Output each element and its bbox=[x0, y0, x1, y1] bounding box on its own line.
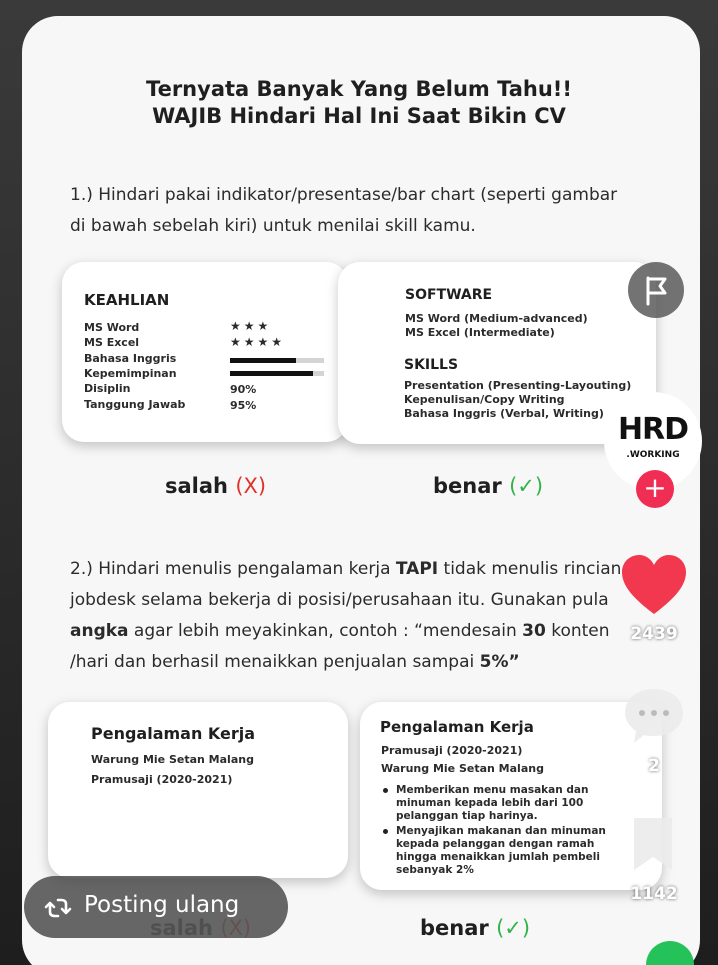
exp-wrong-title: Pengalaman Kerja bbox=[91, 724, 256, 743]
skill-bar-fill bbox=[230, 358, 296, 363]
follow-button[interactable] bbox=[636, 470, 674, 508]
share-icon bbox=[646, 941, 694, 965]
wrong-mark: (X) bbox=[235, 474, 267, 498]
skill-name: MS Word bbox=[84, 321, 140, 334]
skill-item: Bahasa Inggris (Verbal, Writing) bbox=[404, 407, 604, 420]
exp-bullet: Memberikan menu masakan dan minuman kepada lebih dari 100 pelanggan tiap harinya. bbox=[396, 784, 628, 823]
skills-title: SKILLS bbox=[404, 357, 459, 373]
skill-name: Kepemimpinan bbox=[84, 367, 177, 380]
skill-percent: 90% bbox=[230, 383, 257, 396]
tip-2-line-4 bbox=[70, 647, 660, 678]
verdict-right-label: benar bbox=[433, 474, 502, 498]
tip-2-line-2: jobdesk selama bekerja di posisi/perusahaan itu. Gunakan pula bbox=[70, 590, 609, 610]
tip-2-bold-part: 5% bbox=[479, 652, 509, 672]
wrong-skills-title: KEAHLIAN bbox=[84, 291, 170, 309]
tip-2-text-part: 2.) Hindari menulis pengalaman kerja bbox=[70, 559, 396, 579]
skill-bar bbox=[230, 358, 324, 363]
bookmark-icon bbox=[634, 818, 672, 870]
tip-2-bold-part: angka bbox=[70, 621, 129, 641]
skill-stars: ★★★★ bbox=[230, 335, 286, 349]
tip-2-text-part: /hari dan berhasil menaikkan penjualan sampai bbox=[70, 652, 480, 672]
verdict-right-2 bbox=[420, 916, 530, 940]
plus-icon: + bbox=[643, 471, 667, 504]
share-button[interactable] bbox=[646, 938, 694, 965]
verdict-right bbox=[433, 474, 543, 498]
tip-2-text-part: tidak menulis rincian bbox=[438, 559, 622, 579]
exp-right-position: Pramusaji (2020-2021) bbox=[381, 744, 523, 757]
skill-bar bbox=[230, 371, 324, 376]
headline-line-2: WAJIB Hindari Hal Ini Saat Bikin CV bbox=[152, 104, 566, 128]
flag-icon bbox=[628, 262, 684, 318]
exp-right-title: Pengalaman Kerja bbox=[380, 718, 534, 736]
skill-item: Presentation (Presenting-Layouting) bbox=[404, 379, 632, 392]
skill-percent: 95% bbox=[230, 399, 257, 412]
repost-icon bbox=[44, 894, 72, 922]
comment-button[interactable] bbox=[622, 686, 686, 746]
tip-2-line-1 bbox=[70, 554, 660, 585]
save-count: 1142 bbox=[630, 884, 678, 904]
headline-line-1: Ternyata Banyak Yang Belum Tahu!! bbox=[146, 77, 572, 101]
repost-label: Posting ulang bbox=[84, 892, 240, 918]
skill-name: Disiplin bbox=[84, 382, 131, 395]
tip-2-text bbox=[70, 554, 660, 678]
account-logo-sub: .WORKING bbox=[626, 450, 680, 460]
software-item: MS Word (Medium-advanced) bbox=[405, 312, 588, 325]
tip-1-text bbox=[70, 180, 660, 242]
skill-name: Bahasa Inggris bbox=[84, 352, 177, 365]
tip-1-line-2: di bawah sebelah kiri) untuk menilai skill kamu. bbox=[70, 216, 476, 236]
like-count: 2439 bbox=[630, 624, 678, 644]
exp-wrong-position: Pramusaji (2020-2021) bbox=[91, 773, 233, 786]
skill-stars: ★★★ bbox=[230, 319, 272, 333]
software-title: SOFTWARE bbox=[405, 287, 493, 303]
skill-name: MS Excel bbox=[84, 336, 140, 349]
like-button[interactable] bbox=[620, 554, 688, 616]
right-mark: (✓) bbox=[509, 474, 544, 498]
skill-bar-fill bbox=[230, 371, 313, 376]
account-logo-text: HRD bbox=[617, 412, 689, 447]
comment-count: 2 bbox=[648, 756, 660, 776]
skill-name: Tanggung Jawab bbox=[84, 398, 186, 411]
post-headline bbox=[0, 76, 718, 130]
verdict-wrong bbox=[165, 474, 266, 498]
exp-wrong-company: Warung Mie Setan Malang bbox=[91, 753, 254, 766]
tip-2-line-3 bbox=[70, 616, 660, 647]
tip-2-text-part: konten bbox=[545, 621, 610, 641]
verdict-right-label: benar bbox=[420, 916, 489, 940]
skill-item: Kepenulisan/Copy Writing bbox=[404, 393, 565, 406]
tip-2-bold-part: 30 bbox=[522, 621, 546, 641]
report-button[interactable] bbox=[628, 262, 684, 318]
tip-2-bold-part: ” bbox=[508, 652, 520, 672]
tip-1-line-1: 1.) Hindari pakai indikator/presentase/bar chart (seperti gambar bbox=[70, 185, 618, 205]
exp-bullet: Menyajikan makanan dan minuman kepada pelanggan dengan ramah hingga menaikkan jumlah pembeli sebanyak 2% bbox=[396, 825, 628, 877]
tip-2-bold-part: TAPI bbox=[395, 559, 439, 579]
exp-right-company: Warung Mie Setan Malang bbox=[381, 762, 544, 775]
tip-2-text-part: agar lebih meyakinkan, contoh : “mendesain bbox=[128, 621, 523, 641]
right-mark: (✓) bbox=[496, 916, 531, 940]
save-button[interactable] bbox=[628, 814, 678, 874]
verdict-wrong-label: salah bbox=[165, 474, 228, 498]
software-item: MS Excel (Intermediate) bbox=[405, 326, 555, 339]
heart-icon bbox=[622, 555, 686, 614]
